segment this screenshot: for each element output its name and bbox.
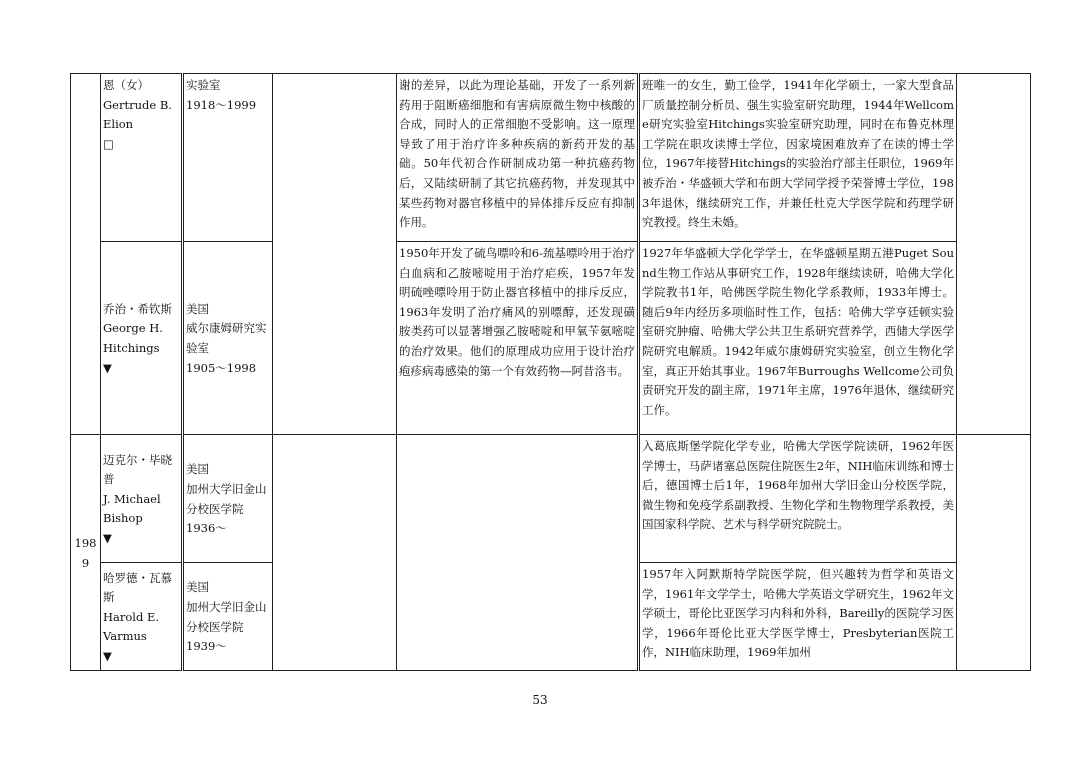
table-row <box>71 74 1031 242</box>
institution-cell: 实验室 1918～1999 <box>183 74 273 242</box>
table-row <box>71 435 1031 563</box>
biography-cell: 1957年入阿默斯特学院医学院，但兴趣转为哲学和英语文学，1961年文学学士，哈佛大学英语文学研究生，1962年文学硕士，哥伦比亚医学习内科和外科，Bareilly的医院学习医学，1966年哥伦比亚大学医学博士，Presbyterian医院工作，NIH临床助理，1969年加州 <box>639 563 957 671</box>
laureate-name: 恩（女） Gertrude B. Elion <box>103 78 172 132</box>
biography-cell: 1927年华盛顿大学化学学士，在华盛顿星期五港Puget Sound生物工作站从事研究工作，1928年继续读研，哈佛大学化学院教书1年，哈佛医学院生物化学系教师，1933年博士。随后9年内经历多项临时性工作，包括：哈佛大学亨廷顿实验室研究肿瘤、哈佛大学公共卫生系研究营养学，西储大学医学院研究电解质。1942年威尔康姆研究实验室，创立生物化学室，真正开始其事业。1967年Burroughs Wellcome公司负责研究开发的副主席，1971年主席，1976年退休，继续研究工作。 <box>639 242 957 435</box>
status-mark: ▼ <box>103 648 112 663</box>
page-number: 53 <box>532 693 548 707</box>
institution-cell: 美国 加州大学旧金山分校医学院 1939～ <box>183 563 273 671</box>
table-row <box>71 242 1031 435</box>
laureate-name-cell <box>101 563 183 671</box>
research-cell: 谢的差异，以此为理论基础，开发了一系列新药用于阻断癌细胞和有害病原微生物中核酸的合成，同时人的正常细胞不受影响。这一原理导致了用于治疗许多种疾病的新药开发的基础。50年代初合作研制成功第一种抗癌药物后，又陆续研制了其它抗癌药物，并发现其中某些药物对器官移植中的异体排斥反应有抑制作用。 <box>397 74 639 242</box>
institution-cell: 美国 威尔康姆研究实验室 1905～1998 <box>183 242 273 435</box>
laureate-name-cell <box>101 435 183 563</box>
laureate-name: 乔治・希钦斯 George H. Hitchings <box>103 301 172 355</box>
laureate-name-cell <box>101 74 183 242</box>
year-cell <box>71 74 101 435</box>
biography-cell: 班唯一的女生，勤工俭学，1941年化学硕士，一家大型食品厂质量控制分析员、强生实验室研究助理，1944年Wellcome研究实验室Hitchings实验室研究助理，同时在布鲁克林理工学院在职攻读博士学位，因家境困难放弃了在读的博士学位，1967年接替Hitchings的实验治疗部主任职位，1969年被乔治・华盛顿大学和布朗大学同学授予荣誉博士学位，1983年退休，继续研究工作，并兼任杜克大学医学院和药理学研究教授。终生未婚。 <box>639 74 957 242</box>
remark-cell <box>957 74 1031 435</box>
prize-cell <box>273 74 397 435</box>
remark-cell <box>957 435 1031 671</box>
laureate-name-cell <box>101 242 183 435</box>
research-cell <box>397 435 639 671</box>
biography-cell: 入葛底斯堡学院化学专业，哈佛大学医学院读研，1962年医学博士，马萨诸塞总医院住院医生2年，NIH临床训练和博士后，德国博士后1年，1968年加州大学旧金山分校医学院，微生物和免疫学系副教授、生物化学和生物物理学系教授，美国国家科学院、艺术与科学研究院院士。 <box>639 435 957 563</box>
status-mark: ▼ <box>103 360 112 375</box>
status-mark: □ <box>103 136 114 151</box>
research-cell: 1950年开发了硫鸟嘌呤和6-巯基嘌呤用于治疗白血病和乙胺嘧啶用于治疗疟疾，1957年发明硫唑嘌呤用于防止器官移植中的排斥反应，1963年发明了治疗痛风的别嘌醇，还发现磺胺类药可以显著增强乙胺嘧啶和甲氧苄氨嘧啶的治疗效果。他们的原理成功应用于设计治疗疱疹病毒感染的第一个有效药物—阿昔洛韦。 <box>397 242 639 435</box>
laureate-name: 迈克尔・毕晓普 J. Michael Bishop <box>103 452 172 526</box>
institution-cell: 美国 加州大学旧金山分校医学院 1936～ <box>183 435 273 563</box>
year-cell: 1989 <box>71 435 101 671</box>
status-mark: ▼ <box>103 530 112 545</box>
prize-cell <box>273 435 397 671</box>
laureate-name: 哈罗德・瓦慕斯 Harold E. Varmus <box>103 570 172 644</box>
laureate-table <box>70 73 1031 671</box>
